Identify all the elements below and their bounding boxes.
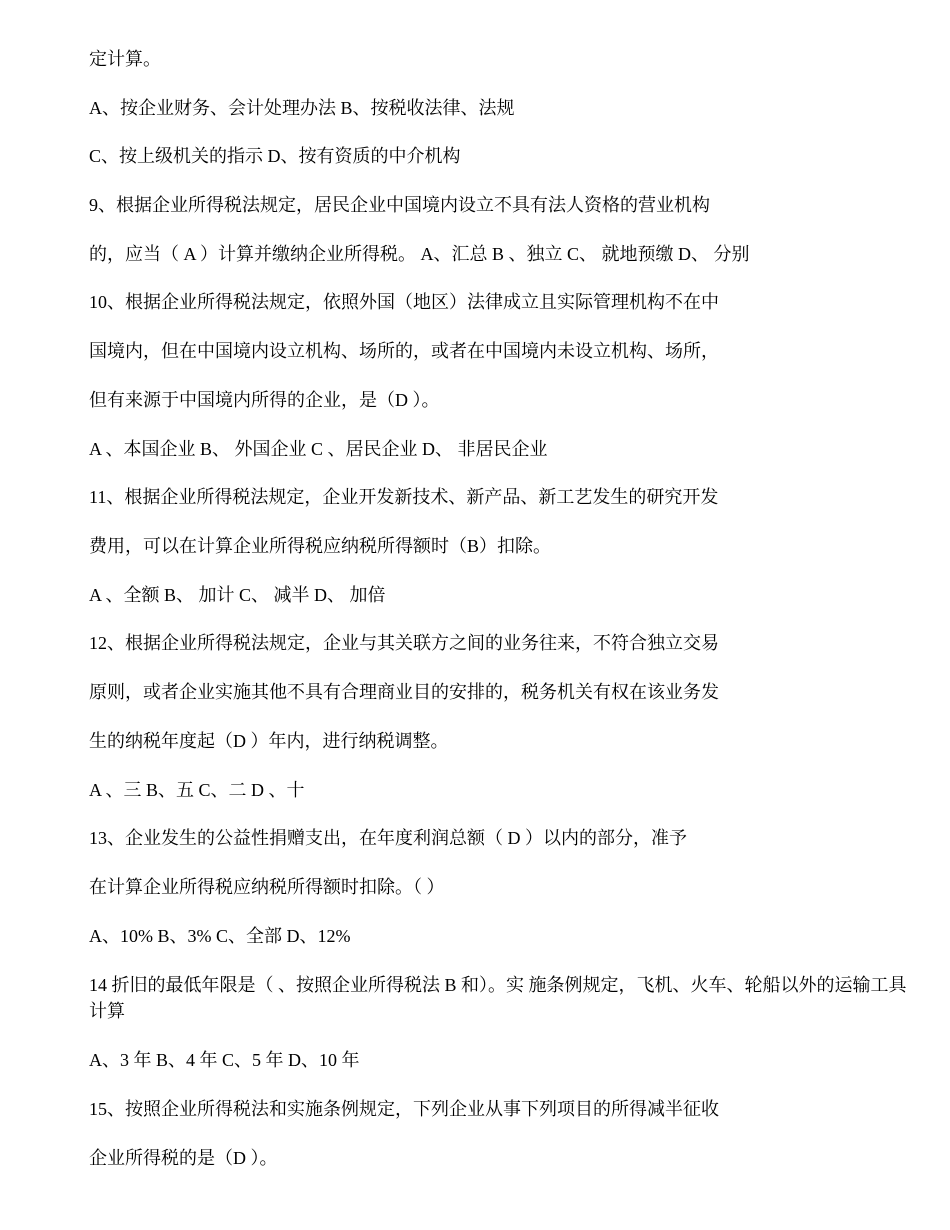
text-line: A、10% B、3% C、全部 D、12%: [89, 926, 351, 946]
text-line: 定计算。: [89, 49, 161, 69]
text-line: 11、根据企业所得税法规定，企业开发新技术、新产品、新工艺发生的研究开发: [89, 487, 719, 507]
text-line: A 、本国企业 B、 外国企业 C 、居民企业 D、 非居民企业: [89, 439, 548, 459]
text-line: 生的纳税年度起（D ）年内，进行纳税调整。: [89, 731, 449, 751]
text-line: A 、全额 B、 加计 C、 减半 D、 加倍: [89, 585, 386, 605]
text-line: 费用，可以在计算企业所得税应纳税所得额时（B）扣除。: [89, 536, 552, 556]
text-line: 14 折旧的最低年限是（ 、按照企业所得税法 B 和）。实 施条例规定，飞机、火车、轮船以外的运输工具计算: [89, 975, 907, 1021]
text-line: 企业所得税的是（D ）。: [89, 1148, 278, 1168]
text-line: 12、根据企业所得税法规定，企业与其关联方之间的业务往来，不符合独立交易: [89, 633, 719, 653]
text-line: 国境内，但在中国境内设立机构、场所的，或者在中国境内未设立机构、场所，: [89, 341, 719, 361]
text-line: A 、三 B、五 C、二 D 、十: [89, 780, 305, 800]
text-line: 但有来源于中国境内所得的企业，是（D ）。: [89, 390, 440, 410]
text-line: A、按企业财务、会计处理办法 B、按税收法律、法规: [89, 98, 515, 118]
text-line: 9、根据企业所得税法规定，居民企业中国境内设立不具有法人资格的营业机构: [89, 195, 710, 215]
text-line: 在计算企业所得税应纳税所得额时扣除。（ ）: [89, 877, 445, 897]
text-line: 13、企业发生的公益性捐赠支出，在年度利润总额（ D ）以内的部分，准予: [89, 828, 687, 848]
text-line: 的，应当（ A ）计算并缴纳企业所得税。 A、汇总 B 、独立 C、 就地预缴 D、 分别: [89, 244, 750, 264]
text-line: 15、按照企业所得税法和实施条例规定，下列企业从事下列项目的所得减半征收: [89, 1099, 719, 1119]
text-line: 原则，或者企业实施其他不具有合理商业目的安排的，税务机关有权在该业务发: [89, 682, 719, 702]
text-line: 10、根据企业所得税法规定，依照外国（地区）法律成立且实际管理机构不在中: [89, 292, 719, 312]
text-line: C、按上级机关的指示 D、按有资质的中介机构: [89, 146, 461, 166]
text-line: A、3 年 B、4 年 C、5 年 D、10 年: [89, 1050, 360, 1070]
